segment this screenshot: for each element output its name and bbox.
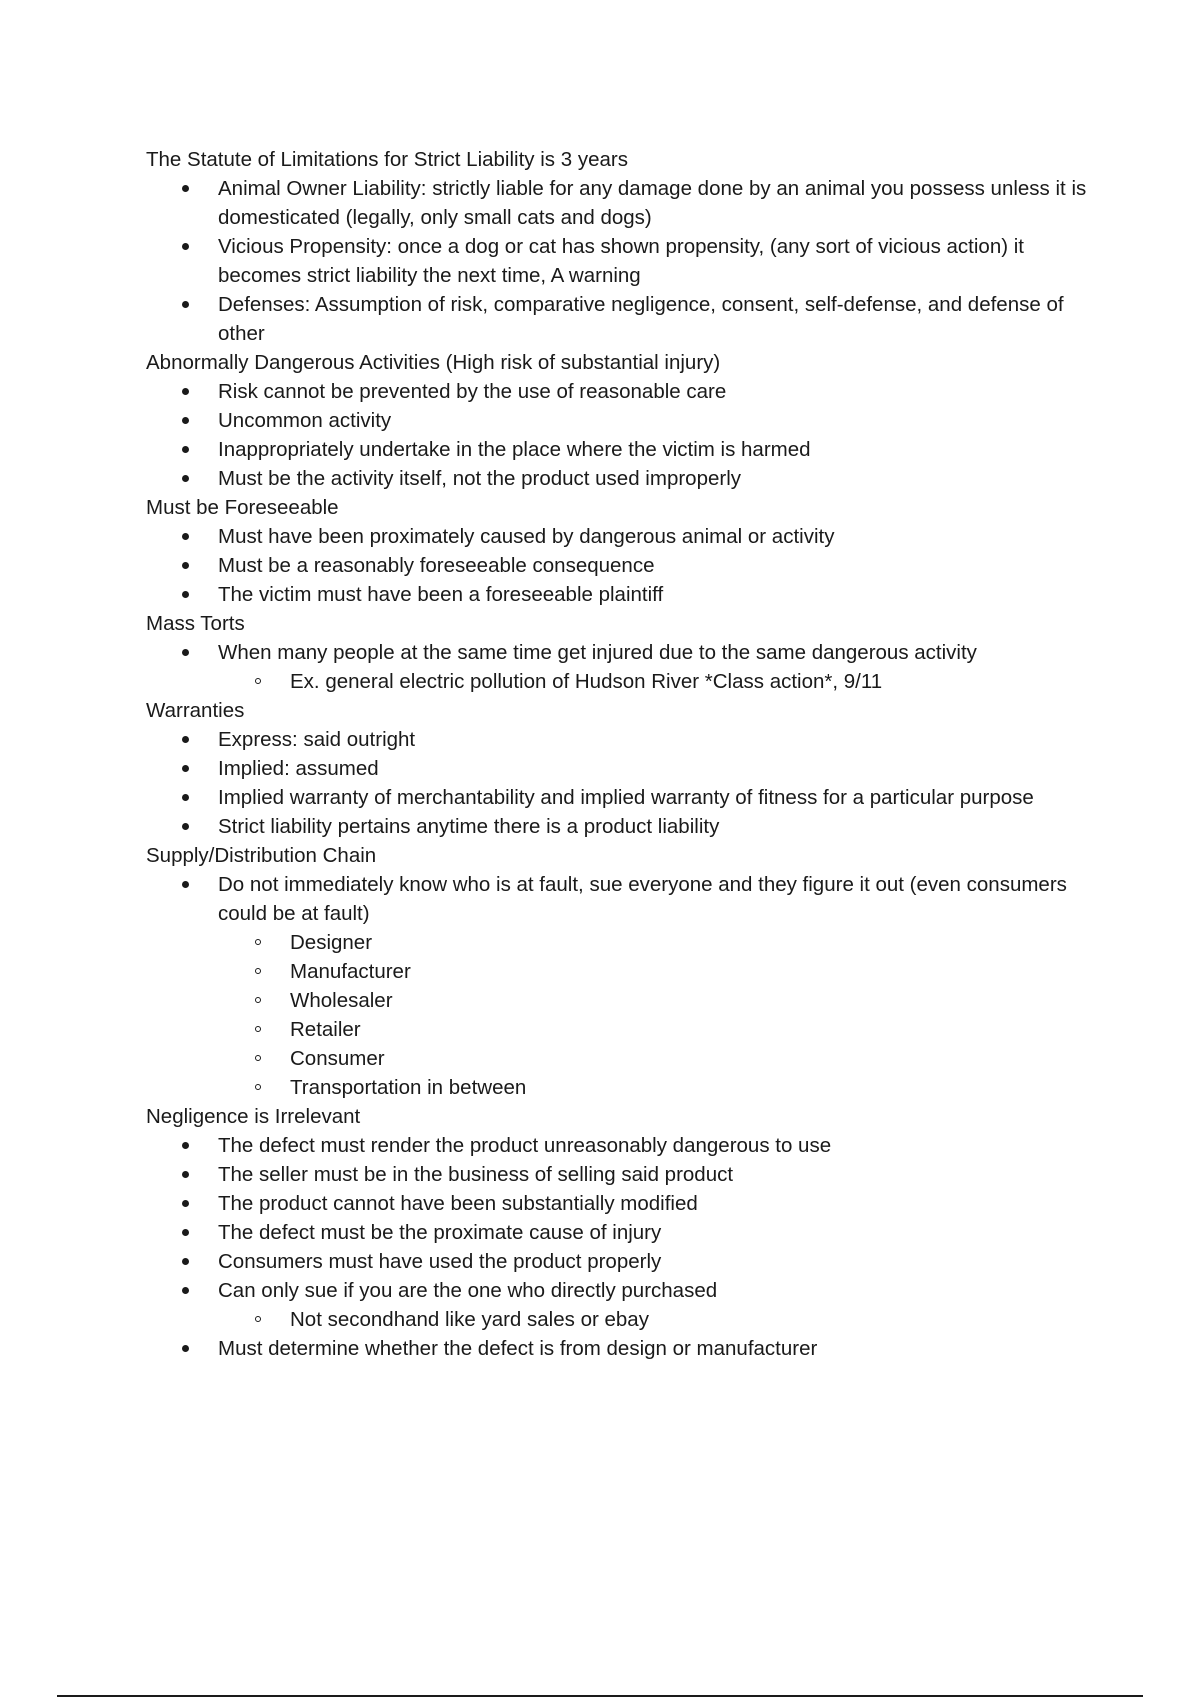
bullet-list bbox=[146, 870, 1106, 1102]
bullet-text: The defect must render the product unreasonably dangerous to use bbox=[218, 1134, 832, 1157]
section-heading: The Statute of Limitations for Strict Liability is 3 years bbox=[146, 148, 628, 171]
bullet-text: Risk cannot be prevented by the use of reasonable care bbox=[218, 380, 727, 403]
bullet-text: Defenses: Assumption of risk, comparative negligence, consent, self-defense, and defense of other bbox=[218, 293, 1064, 345]
bullet-dot-icon bbox=[182, 736, 189, 743]
hollow-bullet-icon bbox=[255, 997, 261, 1003]
bullet-item bbox=[146, 232, 1106, 290]
bullet-list bbox=[146, 725, 1106, 841]
sub-bullet-item bbox=[218, 1015, 1106, 1044]
note-section bbox=[146, 348, 1106, 493]
bullet-text: Consumers must have used the product properly bbox=[218, 1250, 662, 1273]
section-heading: Warranties bbox=[146, 699, 245, 722]
sub-bullet-text: Manufacturer bbox=[290, 960, 411, 983]
bullet-text: Animal Owner Liability: strictly liable for any damage done by an animal you possess unless it is domesticated (legally, only small cats and dogs) bbox=[218, 177, 1087, 229]
bullet-dot-icon bbox=[182, 794, 189, 801]
bullet-dot-icon bbox=[182, 765, 189, 772]
bullet-item bbox=[146, 406, 1106, 435]
sub-bullet-item bbox=[218, 1073, 1106, 1102]
bullet-dot-icon bbox=[182, 243, 189, 250]
sub-bullet-text: Consumer bbox=[290, 1047, 385, 1070]
bullet-item bbox=[146, 1160, 1106, 1189]
bullet-text: The seller must be in the business of selling said product bbox=[218, 1163, 734, 1186]
bullet-item bbox=[146, 464, 1106, 493]
bullet-text: The defect must be the proximate cause of injury bbox=[218, 1221, 662, 1244]
note-section bbox=[146, 145, 1106, 348]
sub-bullet-text: Wholesaler bbox=[290, 989, 393, 1012]
bullet-text: The victim must have been a foreseeable plaintiff bbox=[218, 583, 664, 606]
bullet-dot-icon bbox=[182, 591, 189, 598]
page-content bbox=[146, 145, 1106, 1363]
bullet-dot-icon bbox=[182, 417, 189, 424]
bullet-text: Express: said outright bbox=[218, 728, 416, 751]
bullet-text: Can only sue if you are the one who directly purchased bbox=[218, 1279, 718, 1302]
bullet-list bbox=[146, 174, 1106, 348]
bullet-dot-icon bbox=[182, 533, 189, 540]
bullet-dot-icon bbox=[182, 301, 189, 308]
sub-bullet-list bbox=[218, 667, 1106, 696]
sub-bullet-text: Not secondhand like yard sales or ebay bbox=[290, 1308, 649, 1331]
bullet-item bbox=[146, 580, 1106, 609]
sub-bullet-list bbox=[218, 1305, 1106, 1334]
bullet-item bbox=[146, 725, 1106, 754]
bullet-text: Must be a reasonably foreseeable consequence bbox=[218, 554, 655, 577]
bullet-dot-icon bbox=[182, 388, 189, 395]
bullet-item bbox=[146, 1247, 1106, 1276]
note-section bbox=[146, 696, 1106, 841]
note-section bbox=[146, 841, 1106, 1102]
bullet-text: Vicious Propensity: once a dog or cat has shown propensity, (any sort of vicious action) it becomes strict liability the next time, A warning bbox=[218, 235, 1024, 287]
bullet-item bbox=[146, 754, 1106, 783]
hollow-bullet-icon bbox=[255, 939, 261, 945]
sub-bullet-item bbox=[218, 667, 1106, 696]
bullet-item bbox=[146, 1218, 1106, 1247]
bullet-dot-icon bbox=[182, 475, 189, 482]
sub-bullet-item bbox=[218, 928, 1106, 957]
hollow-bullet-icon bbox=[255, 678, 261, 684]
bullet-dot-icon bbox=[182, 649, 189, 656]
bullet-text: Do not immediately know who is at fault, sue everyone and they figure it out (even consumers could be at fault) bbox=[218, 873, 1067, 925]
bullet-list bbox=[146, 638, 1106, 696]
bullet-text: Implied: assumed bbox=[218, 757, 379, 780]
bullet-text: Strict liability pertains anytime there is a product liability bbox=[218, 815, 720, 838]
hollow-bullet-icon bbox=[255, 968, 261, 974]
sub-bullet-item bbox=[218, 986, 1106, 1015]
bullet-list bbox=[146, 377, 1106, 493]
bullet-dot-icon bbox=[182, 881, 189, 888]
bullet-item bbox=[146, 522, 1106, 551]
bullet-item bbox=[146, 377, 1106, 406]
section-heading: Mass Torts bbox=[146, 612, 245, 635]
bullet-item bbox=[146, 435, 1106, 464]
bullet-list bbox=[146, 522, 1106, 609]
sub-bullet-text: Ex. general electric pollution of Hudson River *Class action*, 9/11 bbox=[290, 670, 883, 693]
bullet-text: The product cannot have been substantially modified bbox=[218, 1192, 698, 1215]
hollow-bullet-icon bbox=[255, 1316, 261, 1322]
bullet-dot-icon bbox=[182, 1258, 189, 1265]
bullet-item bbox=[146, 1334, 1106, 1363]
bullet-text: Implied warranty of merchantability and implied warranty of fitness for a particular purpose bbox=[218, 786, 1034, 809]
bullet-dot-icon bbox=[182, 1200, 189, 1207]
note-section bbox=[146, 609, 1106, 696]
bullet-list bbox=[146, 1131, 1106, 1363]
bullet-text: When many people at the same time get injured due to the same dangerous activity bbox=[218, 641, 977, 664]
section-heading: Must be Foreseeable bbox=[146, 496, 339, 519]
note-section bbox=[146, 1102, 1106, 1363]
bullet-dot-icon bbox=[182, 185, 189, 192]
sub-bullet-list bbox=[218, 928, 1106, 1102]
bullet-item bbox=[146, 1131, 1106, 1160]
bullet-text: Uncommon activity bbox=[218, 409, 392, 432]
bullet-text: Must be the activity itself, not the product used improperly bbox=[218, 467, 742, 490]
hollow-bullet-icon bbox=[255, 1055, 261, 1061]
bullet-item bbox=[146, 783, 1106, 812]
bullet-dot-icon bbox=[182, 446, 189, 453]
bullet-dot-icon bbox=[182, 1287, 189, 1294]
bullet-text: Inappropriately undertake in the place where the victim is harmed bbox=[218, 438, 811, 461]
bullet-item bbox=[146, 174, 1106, 232]
bullet-item bbox=[146, 551, 1106, 580]
section-heading: Abnormally Dangerous Activities (High risk of substantial injury) bbox=[146, 351, 721, 374]
bullet-dot-icon bbox=[182, 823, 189, 830]
sub-bullet-item bbox=[218, 957, 1106, 986]
bullet-item bbox=[146, 1189, 1106, 1218]
bullet-dot-icon bbox=[182, 1142, 189, 1149]
sub-bullet-text: Retailer bbox=[290, 1018, 361, 1041]
bullet-dot-icon bbox=[182, 1229, 189, 1236]
bullet-item bbox=[146, 290, 1106, 348]
section-heading: Negligence is Irrelevant bbox=[146, 1105, 361, 1128]
sub-bullet-item bbox=[218, 1305, 1106, 1334]
bullet-item bbox=[146, 1276, 1106, 1334]
bullet-text: Must have been proximately caused by dangerous animal or activity bbox=[218, 525, 835, 548]
sub-bullet-item bbox=[218, 1044, 1106, 1073]
bullet-item bbox=[146, 812, 1106, 841]
bullet-item bbox=[146, 870, 1106, 1102]
page-bottom-divider bbox=[57, 1695, 1143, 1697]
bullet-dot-icon bbox=[182, 562, 189, 569]
note-section bbox=[146, 493, 1106, 609]
hollow-bullet-icon bbox=[255, 1084, 261, 1090]
section-heading: Supply/Distribution Chain bbox=[146, 844, 377, 867]
sub-bullet-text: Transportation in between bbox=[290, 1076, 527, 1099]
bullet-text: Must determine whether the defect is from design or manufacturer bbox=[218, 1337, 818, 1360]
bullet-dot-icon bbox=[182, 1171, 189, 1178]
bullet-item bbox=[146, 638, 1106, 696]
sub-bullet-text: Designer bbox=[290, 931, 373, 954]
hollow-bullet-icon bbox=[255, 1026, 261, 1032]
bullet-dot-icon bbox=[182, 1345, 189, 1352]
